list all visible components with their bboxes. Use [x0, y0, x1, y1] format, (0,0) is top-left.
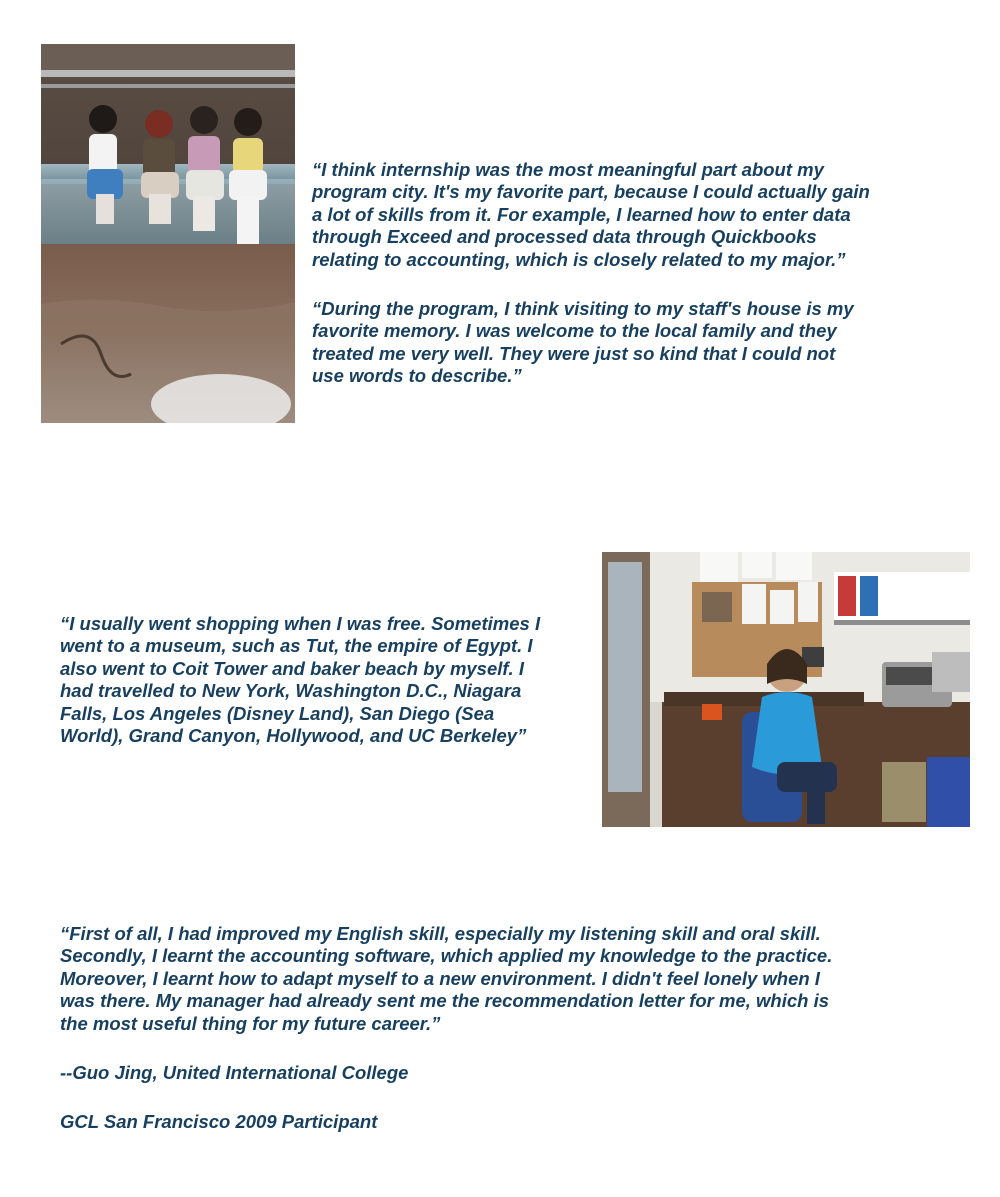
quote-shopping-travel: “I usually went shopping when I was free. Sometimes I went to a museum, such as Tut, the empire of Egypt. I also went to Coit Tower and baker beach by myself. I had travelled to New York, Washington D.C., Niagara Falls, Los Angeles (Disney Land), San Diego (Sea World), Grand Canyon, Hollywood, and UC Berkeley”	[60, 613, 541, 747]
attribution-name: --Guo Jing, United International College	[60, 1062, 409, 1083]
photo-friends-skywalk	[41, 44, 295, 423]
quote-skills-improvement: “First of all, I had improved my English skill, especially my listening skill and oral skill. Secondly, I learnt the accounting software, which applied my knowledge to the practice. Moreover, I learnt how to adapt myself to a new environment. I didn't feel lonely when I was there. My manager had already sent me the recommendation letter for me, which is the most useful thing for my future career.”	[60, 923, 833, 1034]
quote-internship: “I think internship was the most meaningful part about my program city. It's my favorite part, because I could actually gain a lot of skills from it. For example, I learned how to enter data through Exceed and processed data through Quickbooks relating to accounting, which is closely related to my major.”	[312, 159, 870, 270]
quote-favorite-memory: “During the program, I think visiting to my staff's house is my favorite memory. I was welcome to the local family and they treated me very well. They were just so kind that I could not use words to describe.”	[312, 298, 854, 387]
photo-office-desk	[602, 552, 970, 827]
attribution-program: GCL San Francisco 2009 Participant	[60, 1111, 378, 1132]
